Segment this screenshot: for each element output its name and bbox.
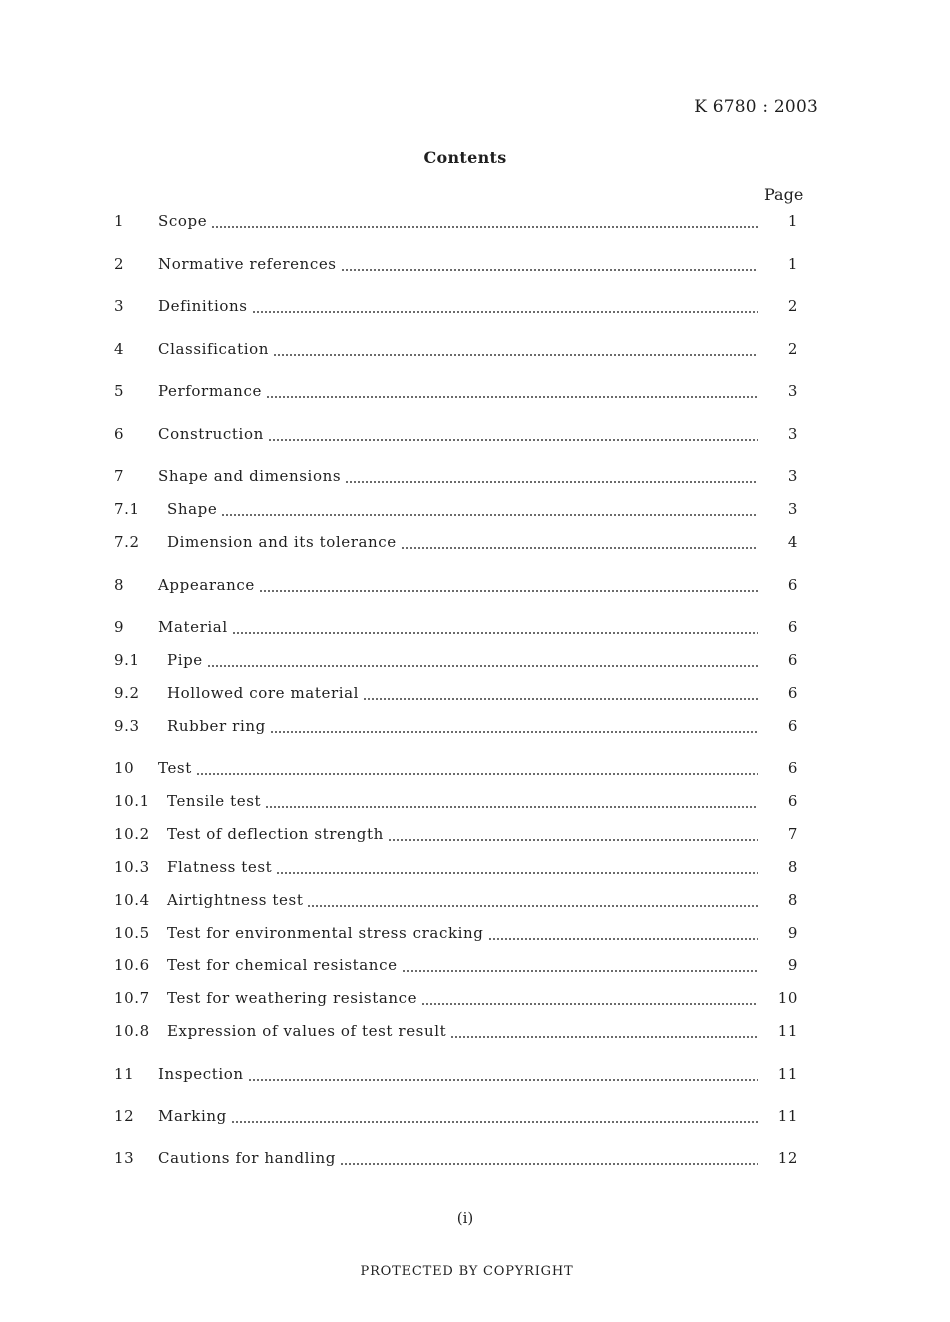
toc-entry-title: Rubber ring [167,717,266,735]
dot-leader [252,310,758,314]
toc-entry-page: 12 [777,1149,798,1167]
toc-entry-title: Dimension and its tolerance [167,533,397,551]
toc-entry-number: 13 [114,1149,135,1167]
toc-entry-10-2[interactable] [114,825,798,847]
toc-entry-title: Scope [158,212,208,230]
toc-entry-page: 2 [787,297,798,315]
toc-entry-page: 3 [787,382,798,400]
toc-entry-page: 2 [787,340,798,358]
toc-entry-title: Test of deflection strength [167,825,384,843]
toc-entry-page: 3 [787,467,798,485]
copyright-notice: PROTECTED BY COPYRIGHT [360,1264,574,1279]
dot-leader [401,546,758,550]
toc-entry-title: Airtightness test [167,891,304,909]
toc-entry-number: 10 [114,759,135,777]
toc-entry-page: 7 [787,825,798,843]
toc-entry-number: 6 [114,425,125,443]
toc-entry-number: 12 [114,1107,135,1125]
toc-entry-10-4[interactable] [114,891,798,913]
toc-entry-title: Shape and dimensions [158,467,342,485]
toc-entry-page: 1 [787,255,798,273]
toc-entry-number: 7.2 [114,533,140,551]
toc-entry-9-2[interactable] [114,684,798,706]
toc-entry-page: 11 [777,1107,798,1125]
contents-title: Contents [423,148,507,167]
page-number: (i) [456,1209,474,1227]
toc-entry-title: Performance [158,382,262,400]
toc-entry-title: Inspection [158,1065,244,1083]
toc-entry-number: 7.1 [114,500,140,518]
toc-entry-number: 1 [114,212,125,230]
toc-entry-number: 10.2 [114,825,150,843]
toc-entry-title: Definitions [158,297,248,315]
toc-entry-9-3[interactable] [114,717,798,739]
toc-entry-number: 9.1 [114,651,140,669]
dot-leader [307,904,758,908]
toc-entry-number: 10.1 [114,792,150,810]
toc-entry-page: 11 [777,1022,798,1040]
toc-entry-title: Test for environmental stress cracking [167,924,484,942]
toc-entry-title: Expression of values of test result [167,1022,447,1040]
toc-entry-page: 3 [787,500,798,518]
toc-entry-title: Cautions for handling [158,1149,336,1167]
toc-entry-7-2[interactable] [114,533,798,555]
toc-entry-title: Test for chemical resistance [167,956,398,974]
toc-entry-number: 8 [114,576,125,594]
toc-entry-page: 4 [787,533,798,551]
toc-entry-title: Appearance [158,576,255,594]
toc-entry-title: Marking [158,1107,227,1125]
toc-entry-page: 10 [777,989,798,1007]
toc-entry-3[interactable] [114,297,798,319]
toc-entry-page: 1 [787,212,798,230]
toc-entry-page: 3 [787,425,798,443]
toc-entry-title: Shape [167,500,218,518]
toc-entry-page: 6 [787,684,798,702]
toc-entry-title: Classification [158,340,270,358]
toc-entry-page: 8 [787,858,798,876]
toc-entry-number: 5 [114,382,125,400]
dot-leader [421,1002,758,1006]
dot-leader [341,268,758,272]
toc-entry-number: 10.4 [114,891,150,909]
toc-entry-number: 10.5 [114,924,150,942]
toc-entry-title: Tensile test [167,792,262,810]
toc-entry-number: 9.3 [114,717,140,735]
dot-leader [259,589,758,593]
dot-leader [340,1162,758,1166]
toc-entry-number: 10.6 [114,956,150,974]
toc-entry-4[interactable] [114,340,798,362]
toc-entry-number: 2 [114,255,125,273]
toc-entry-number: 9.2 [114,684,140,702]
toc-entry-10[interactable] [114,759,798,781]
toc-entry-7-1[interactable] [114,500,798,522]
dot-leader [265,805,758,809]
toc-entry-number: 3 [114,297,125,315]
toc-entry-title: Construction [158,425,264,443]
toc-entry-number: 7 [114,467,125,485]
dot-leader [450,1035,758,1039]
dot-leader [402,969,758,973]
toc-entry-10-8[interactable] [114,1022,798,1044]
document-code: K 6780 : 2003 [694,97,818,117]
toc-entry-5[interactable] [114,382,798,404]
toc-entry-page: 6 [787,717,798,735]
toc-entry-number: 10.7 [114,989,150,1007]
toc-entry-page: 6 [787,651,798,669]
toc-entry-page: 8 [787,891,798,909]
toc-entry-page: 6 [787,618,798,636]
toc-entry-title: Normative references [158,255,337,273]
toc-entry-10-7[interactable] [114,989,798,1011]
toc-entry-title: Pipe [167,651,203,669]
toc-entry-page: 6 [787,576,798,594]
toc-entry-6[interactable] [114,425,798,447]
toc-entry-8[interactable] [114,576,798,598]
page-column-heading: Page [764,185,804,204]
dot-leader [270,730,758,734]
dot-leader [196,772,758,776]
dot-leader [345,480,758,484]
toc-entry-title: Test [158,759,192,777]
toc-entry-page: 6 [787,759,798,777]
toc-entry-title: Flatness test [167,858,273,876]
toc-entry-page: 9 [787,956,798,974]
toc-entry-title: Material [158,618,228,636]
dot-leader [221,513,758,517]
dot-leader [488,937,758,941]
toc-entry-1[interactable] [114,212,798,234]
dot-leader [248,1078,758,1082]
toc-entry-number: 9 [114,618,125,636]
toc-entry-title: Hollowed core material [167,684,360,702]
toc-entry-12[interactable] [114,1107,798,1129]
toc-entry-page: 11 [777,1065,798,1083]
toc-entry-page: 9 [787,924,798,942]
toc-entry-10-3[interactable] [114,858,798,880]
toc-entry-9-1[interactable] [114,651,798,673]
toc-entry-number: 10.8 [114,1022,150,1040]
toc-entry-10-5[interactable] [114,924,798,946]
toc-entry-13[interactable] [114,1149,798,1171]
dot-leader [363,697,758,701]
dot-leader [268,438,758,442]
toc-entry-title: Test for weathering resistance [167,989,418,1007]
toc-entry-10-1[interactable] [114,792,798,814]
toc-entry-number: 11 [114,1065,135,1083]
toc-entry-7[interactable] [114,467,798,489]
dot-leader [232,631,758,635]
toc-entry-9[interactable] [114,618,798,640]
toc-entry-10-6[interactable] [114,956,798,978]
toc-entry-number: 10.3 [114,858,150,876]
toc-entry-2[interactable] [114,255,798,277]
dot-leader [276,871,758,875]
dot-leader [211,225,758,229]
dot-leader [266,395,758,399]
dot-leader [388,838,758,842]
toc-entry-11[interactable] [114,1065,798,1087]
toc-entry-number: 4 [114,340,125,358]
dot-leader [231,1120,758,1124]
dot-leader [207,664,758,668]
toc-entry-page: 6 [787,792,798,810]
dot-leader [273,353,758,357]
